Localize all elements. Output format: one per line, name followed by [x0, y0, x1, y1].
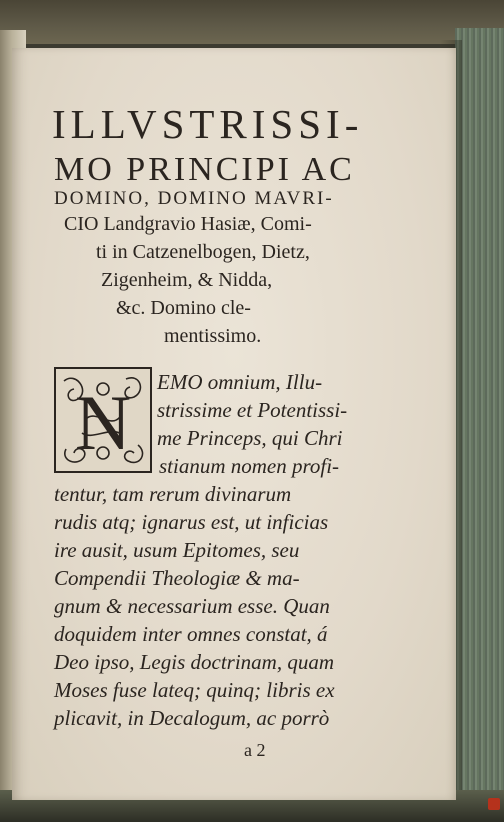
body-line-8: Compendii Theologiæ & ma-	[54, 566, 300, 590]
page-edges	[455, 28, 504, 808]
initial-ornament	[56, 369, 150, 471]
body-line-11: Deo ipso, Legis doctrinam, quam	[54, 650, 334, 674]
signature-mark: a 2	[244, 740, 266, 760]
body-line-3: me Princeps, qui Chri	[157, 426, 343, 450]
title-line-6: Zigenheim, & Nidda,	[101, 269, 273, 291]
title-line-1: ILLVSTRISSI-	[52, 101, 364, 147]
title-line-4: CIO Landgravio Hasiæ, Comi-	[64, 213, 312, 235]
title-line-5: ti in Catzenelbogen, Dietz,	[96, 241, 310, 263]
body-line-12: Moses fuse lateq; quinq; libris ex	[54, 678, 335, 702]
body-line-4: stianum nomen profi-	[159, 454, 340, 478]
body-line-7: ire ausit, usum Epitomes, seu	[54, 538, 300, 562]
decorated-initial	[54, 367, 152, 473]
red-mark	[488, 798, 500, 810]
body-line-5: tentur, tam rerum divinarum	[54, 482, 292, 506]
body-line-9: gnum & necessarium esse. Quan	[54, 594, 330, 618]
printed-page	[12, 48, 456, 800]
body-line-1: EMO omnium, Illu-	[157, 370, 323, 394]
body-line-10: doquidem inter omnes constat, á	[54, 622, 328, 646]
body-line-6: rudis atq; ignarus est, ut inficias	[54, 510, 329, 534]
body-line-2: strissime et Potentissi-	[157, 398, 348, 422]
book-cover-top	[0, 0, 504, 44]
body-line-13: plicavit, in Decalogum, ac porrò	[54, 706, 330, 730]
title-line-3: DOMINO, DOMINO MAVRI-	[54, 188, 334, 209]
title-line-7: &c. Domino cle-	[116, 297, 251, 319]
title-line-2: MO PRINCIPI AC	[54, 151, 355, 188]
initial-letter: N	[74, 379, 132, 466]
title-line-8: mentissimo.	[164, 325, 262, 347]
